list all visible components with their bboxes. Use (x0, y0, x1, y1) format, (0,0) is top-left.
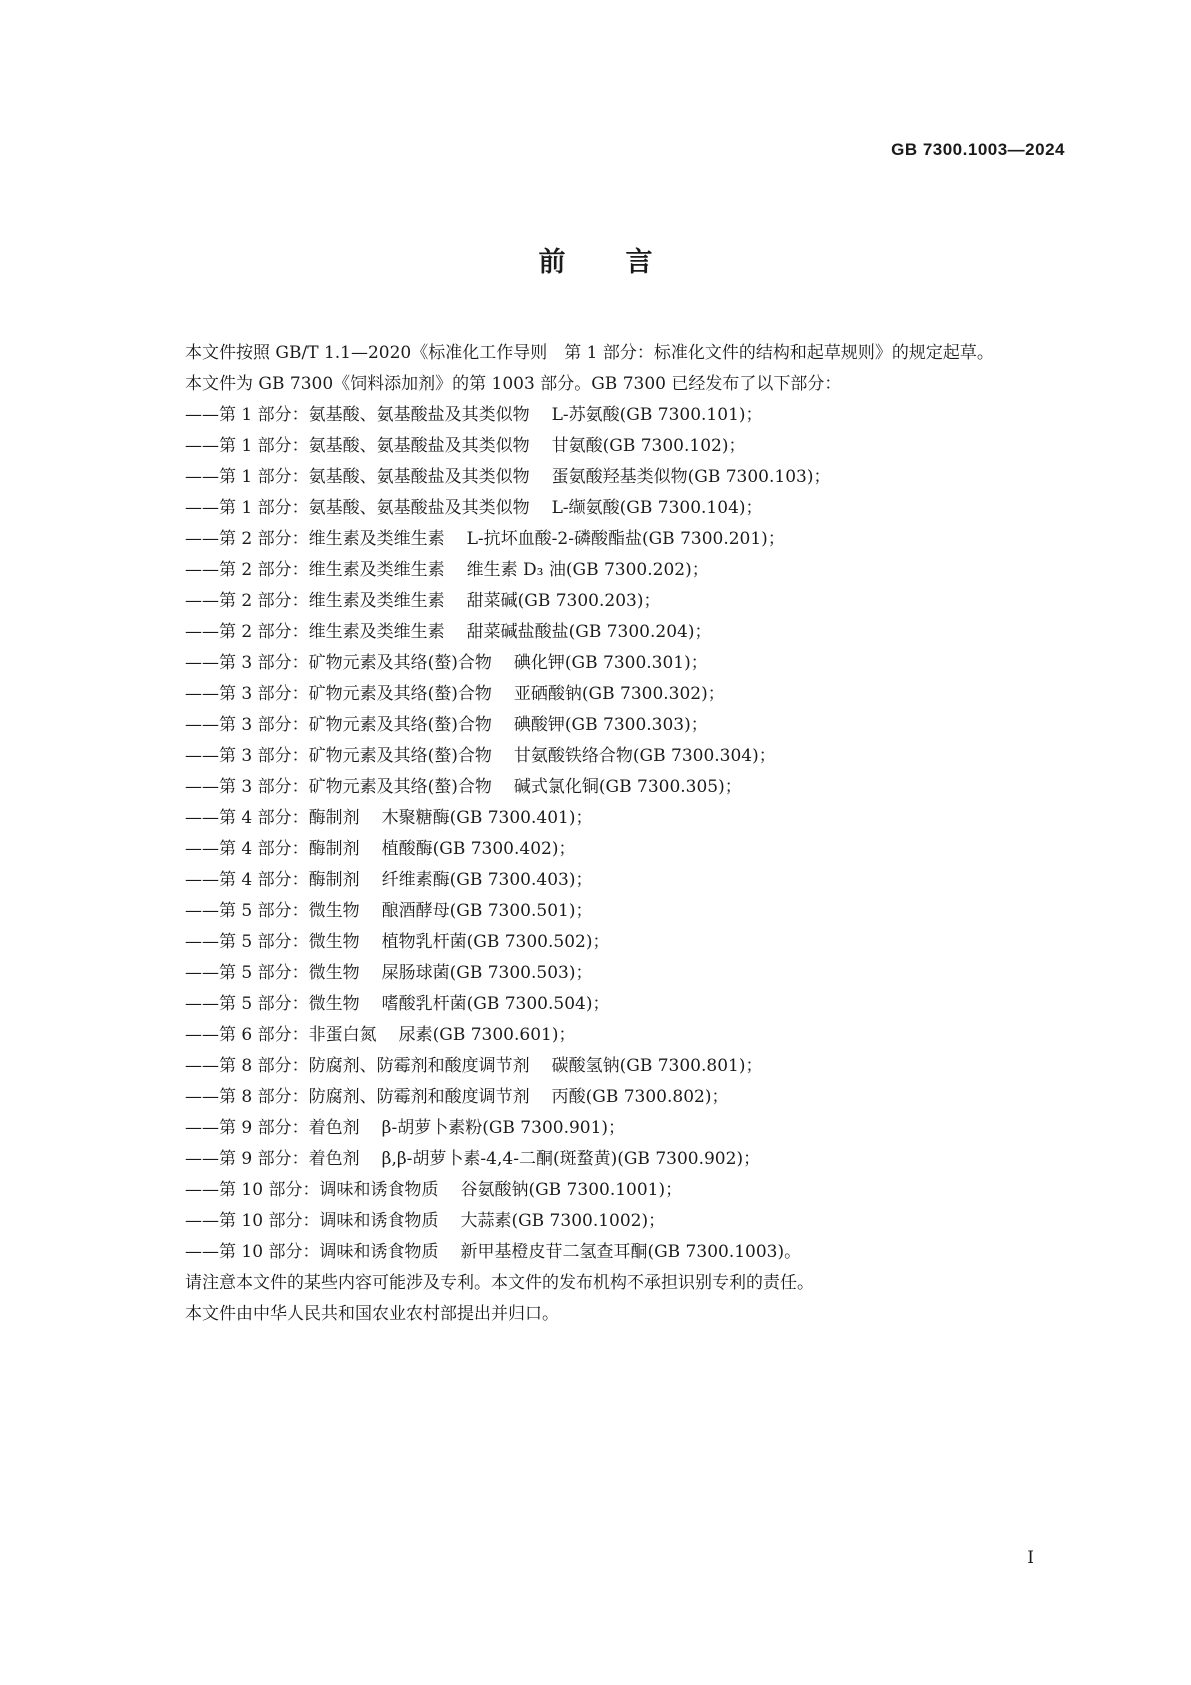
part-item: 碱式氯化铜(GB 7300.305)； (513, 777, 742, 797)
parts-intro-paragraph: 本文件为 GB 7300《饲料添加剂》的第 1003 部分。GB 7300 已经发布了以下部分： (185, 374, 842, 394)
part-category: ——第 4 部分：酶制剂 (185, 808, 360, 828)
part-category: ——第 5 部分：微生物 (185, 994, 360, 1014)
list-item (143, 1113, 1070, 1144)
list-item (143, 1237, 1070, 1268)
part-item: L-苏氨酸(GB 7300.101)； (551, 405, 763, 425)
part-category: ——第 8 部分：防腐剂、防霉剂和酸度调节剂 (185, 1087, 530, 1107)
part-item: 植酸酶(GB 7300.402)； (381, 839, 576, 859)
list-item (143, 524, 1070, 555)
list-item (143, 710, 1070, 741)
part-category: ——第 10 部分：调味和诱食物质 (185, 1180, 439, 1200)
intro-paragraph: 本文件按照 GB/T 1.1—2020《标准化工作导则 第 1 部分：标准化文件的结构和起草规则》的规定起草。 (185, 343, 994, 363)
part-category: ——第 1 部分：氨基酸、氨基酸盐及其类似物 (185, 467, 530, 487)
list-item (143, 1020, 1070, 1051)
list-item (143, 772, 1070, 803)
page-title: 前言 (538, 247, 713, 278)
part-item: 亚硒酸钠(GB 7300.302)； (513, 684, 725, 704)
proposer-statement: 本文件由中华人民共和国农业农村部提出并归口。 (185, 1304, 559, 1324)
list-item (143, 1144, 1070, 1175)
list-item (143, 555, 1070, 586)
part-category: ——第 5 部分：微生物 (185, 901, 360, 921)
part-category: ——第 9 部分：着色剂 (185, 1149, 360, 1169)
part-category: ——第 3 部分：矿物元素及其络(螯)合物 (185, 777, 492, 797)
part-category: ——第 3 部分：矿物元素及其络(螯)合物 (185, 715, 492, 735)
list-item (143, 1051, 1070, 1082)
part-category: ——第 5 部分：微生物 (185, 932, 360, 952)
part-category: ——第 1 部分：氨基酸、氨基酸盐及其类似物 (185, 436, 530, 456)
part-category: ——第 4 部分：酶制剂 (185, 839, 360, 859)
part-item: 甘氨酸铁络合物(GB 7300.304)； (513, 746, 776, 766)
part-item: 蛋氨酸羟基类似物(GB 7300.103)； (551, 467, 831, 487)
part-item: L-抗坏血酸-2-磷酸酯盐(GB 7300.201)； (466, 529, 785, 549)
part-category: ——第 3 部分：矿物元素及其络(螯)合物 (185, 653, 492, 673)
part-item: 甜菜碱盐酸盐(GB 7300.204)； (466, 622, 712, 642)
list-item (143, 648, 1070, 679)
part-item: 尿素(GB 7300.601)； (398, 1025, 576, 1045)
list-item (143, 462, 1070, 493)
list-item (143, 400, 1070, 431)
part-category: ——第 2 部分：维生素及类维生素 (185, 529, 445, 549)
part-category: ——第 2 部分：维生素及类维生素 (185, 622, 445, 642)
part-category: ——第 8 部分：防腐剂、防霉剂和酸度调节剂 (185, 1056, 530, 1076)
part-item: 甘氨酸(GB 7300.102)； (551, 436, 746, 456)
list-item (143, 617, 1070, 648)
list-item (143, 1082, 1070, 1113)
part-item: β,β-胡萝卜素-4,4-二酮(斑蝥黄)(GB 7300.902)； (381, 1149, 761, 1169)
part-category: ——第 1 部分：氨基酸、氨基酸盐及其类似物 (185, 498, 530, 518)
list-item (143, 679, 1070, 710)
part-category: ——第 10 部分：调味和诱食物质 (185, 1242, 439, 1262)
list-item (143, 865, 1070, 896)
part-category: ——第 1 部分：氨基酸、氨基酸盐及其类似物 (185, 405, 530, 425)
part-category: ——第 4 部分：酶制剂 (185, 870, 360, 890)
standard-number: GB 7300.1003—2024 (891, 140, 1065, 159)
list-item (143, 741, 1070, 772)
page-number: I (1027, 1548, 1034, 1568)
patent-notice: 请注意本文件的某些内容可能涉及专利。本文件的发布机构不承担识别专利的责任。 (185, 1273, 814, 1293)
list-item (143, 493, 1070, 524)
foreword-content (143, 338, 1070, 1330)
part-category: ——第 3 部分：矿物元素及其络(螯)合物 (185, 746, 492, 766)
part-item: 碳酸氢钠(GB 7300.801)； (551, 1056, 763, 1076)
list-item (143, 989, 1070, 1020)
part-item: β-胡萝卜素粉(GB 7300.901)； (381, 1118, 626, 1138)
part-item: L-缬氨酸(GB 7300.104)； (551, 498, 763, 518)
part-category: ——第 2 部分：维生素及类维生素 (185, 591, 445, 611)
part-item: 大蒜素(GB 7300.1002)； (460, 1211, 666, 1231)
part-item: 植物乳杆菌(GB 7300.502)； (381, 932, 610, 952)
list-item (143, 1175, 1070, 1206)
part-category: ——第 5 部分：微生物 (185, 963, 360, 983)
part-category: ——第 2 部分：维生素及类维生素 (185, 560, 445, 580)
part-item: 维生素 D₃ 油(GB 7300.202)； (466, 560, 709, 580)
part-item: 嗜酸乳杆菌(GB 7300.504)； (381, 994, 610, 1014)
part-item: 新甲基橙皮苷二氢查耳酮(GB 7300.1003)。 (460, 1242, 802, 1262)
parts-list (143, 400, 1070, 1268)
list-item (143, 1206, 1070, 1237)
part-item: 酿酒酵母(GB 7300.501)； (381, 901, 593, 921)
part-item: 甜菜碱(GB 7300.203)； (466, 591, 661, 611)
part-category: ——第 10 部分：调味和诱食物质 (185, 1211, 439, 1231)
list-item (143, 586, 1070, 617)
part-item: 纤维素酶(GB 7300.403)； (381, 870, 593, 890)
list-item (143, 896, 1070, 927)
part-item: 碘酸钾(GB 7300.303)； (513, 715, 708, 735)
part-item: 谷氨酸钠(GB 7300.1001)； (460, 1180, 683, 1200)
part-category: ——第 6 部分：非蛋白氮 (185, 1025, 377, 1045)
part-item: 丙酸(GB 7300.802)； (551, 1087, 729, 1107)
part-category: ——第 9 部分：着色剂 (185, 1118, 360, 1138)
list-item (143, 958, 1070, 989)
list-item (143, 431, 1070, 462)
part-category: ——第 3 部分：矿物元素及其络(螯)合物 (185, 684, 492, 704)
part-item: 木聚糖酶(GB 7300.401)； (381, 808, 593, 828)
part-item: 碘化钾(GB 7300.301)； (513, 653, 708, 673)
list-item (143, 927, 1070, 958)
part-item: 屎肠球菌(GB 7300.503)； (381, 963, 593, 983)
list-item (143, 803, 1070, 834)
list-item (143, 834, 1070, 865)
